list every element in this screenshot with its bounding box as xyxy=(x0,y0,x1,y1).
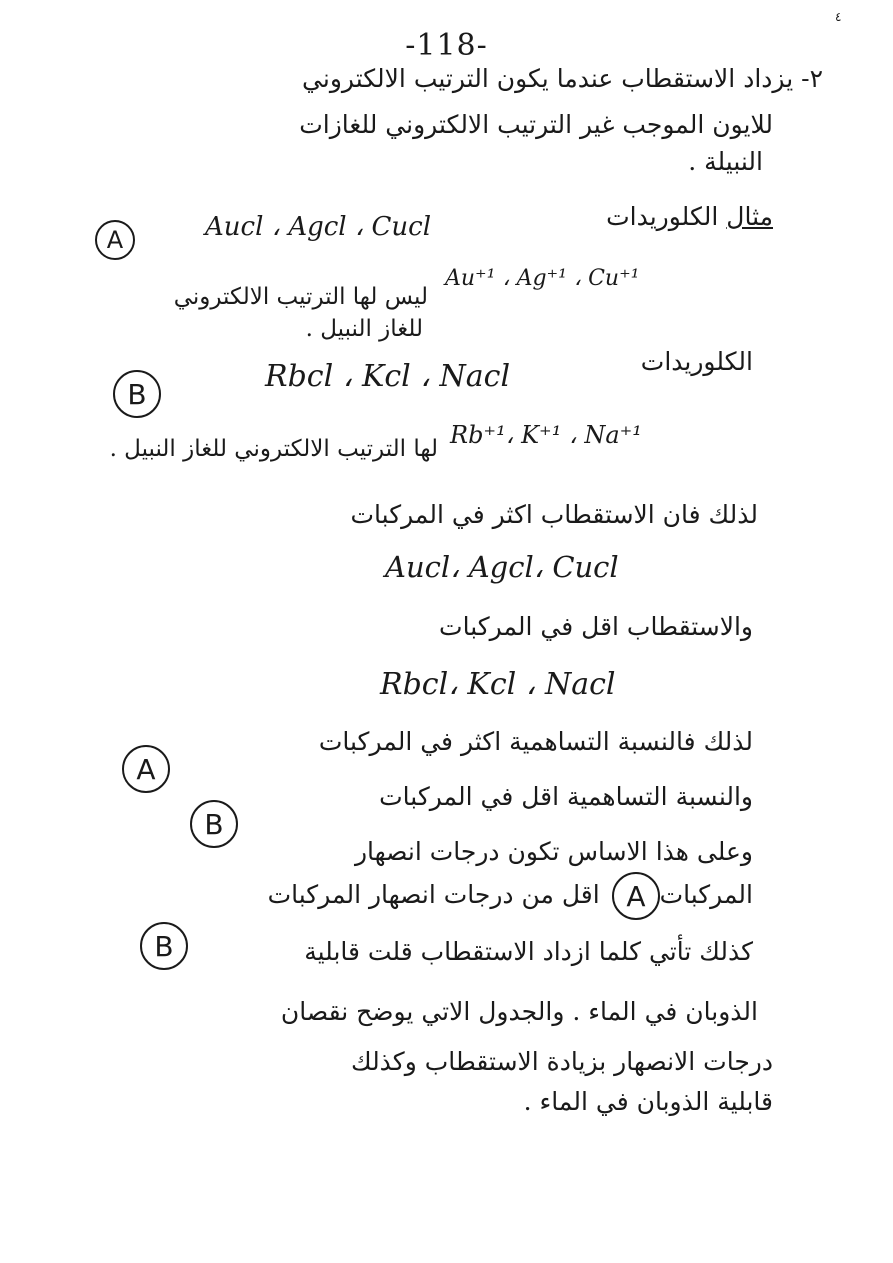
paragraph1-line1: ٢- يزداد الاستقطاب عندما يكون الترتيب الالكتروني xyxy=(302,64,823,93)
conclusion-line7: كذلك تأتي كلما ازداد الاستقطاب قلت قابلية xyxy=(304,937,753,966)
example-b-ions-text: لها الترتيب الالكتروني للغاز النبيل . xyxy=(109,436,438,462)
line3-label-a-circle: A xyxy=(122,745,170,793)
line6-start: المركبات xyxy=(659,880,753,909)
conclusion-line9: درجات الانصهار بزيادة الاستقطاب وكذلك xyxy=(351,1047,773,1076)
line4-label-b-circle: B xyxy=(190,800,238,848)
page-number: -118- xyxy=(405,28,488,63)
line6-end: اقل من درجات انصهار المركبات xyxy=(267,880,600,909)
example-b-heading: الكلوريدات xyxy=(640,347,753,376)
conclusion-line3: لذلك فالنسبة التساهمية اكثر في المركبات xyxy=(318,727,753,756)
conclusion-line1: لذلك فان الاستقطاب اكثر في المركبات xyxy=(350,500,758,529)
paragraph1-line3: النبيلة . xyxy=(688,147,763,176)
label-b-circle: B xyxy=(113,370,161,418)
example-a-ions-text: ليس لها الترتيب الالكتروني xyxy=(173,284,428,310)
example-a-formulas: Aucl ، Agcl ، Cucl xyxy=(205,212,432,242)
example-b-formulas: Rbcl ، Kcl ، Nacl xyxy=(265,359,511,394)
paragraph1-line2: للايون الموجب غير الترتيب الالكتروني للغازات xyxy=(299,110,773,139)
example-a-class: الكلوريدات xyxy=(606,202,719,231)
example-a-heading xyxy=(606,200,773,234)
line6-label-b-circle: B xyxy=(140,922,188,970)
conclusion-formulas2: Rbcl، Kcl ، Nacl xyxy=(380,667,616,702)
conclusion-line2: والاستقطاب اقل في المركبات xyxy=(439,612,753,641)
conclusion-line4: والنسبة التساهمية اقل في المركبات xyxy=(379,782,753,811)
conclusion-line5: وعلى هذا الاساس تكون درجات انصهار xyxy=(354,837,753,866)
example-a-ions-text2: للغاز النبيل . xyxy=(305,316,423,342)
line6-label-a-circle: A xyxy=(612,872,660,920)
conclusion-line10: قابلية الذوبان في الماء . xyxy=(523,1087,773,1116)
conclusion-line8: الذوبان في الماء . والجدول الاتي يوضح نقصان xyxy=(280,997,758,1026)
label-a-circle: A xyxy=(95,220,135,260)
example-label: مثال xyxy=(726,202,773,231)
example-b-ions: Rb⁺¹، K⁺¹ ، Na⁺¹ xyxy=(450,421,642,449)
example-a-ions: Au⁺¹ ، Ag⁺¹ ، Cu⁺¹ xyxy=(445,266,640,291)
conclusion-line6 xyxy=(268,878,753,912)
conclusion-formulas1: Aucl، Agcl، Cucl xyxy=(385,550,619,584)
corner-mark: ٤ xyxy=(835,10,842,24)
